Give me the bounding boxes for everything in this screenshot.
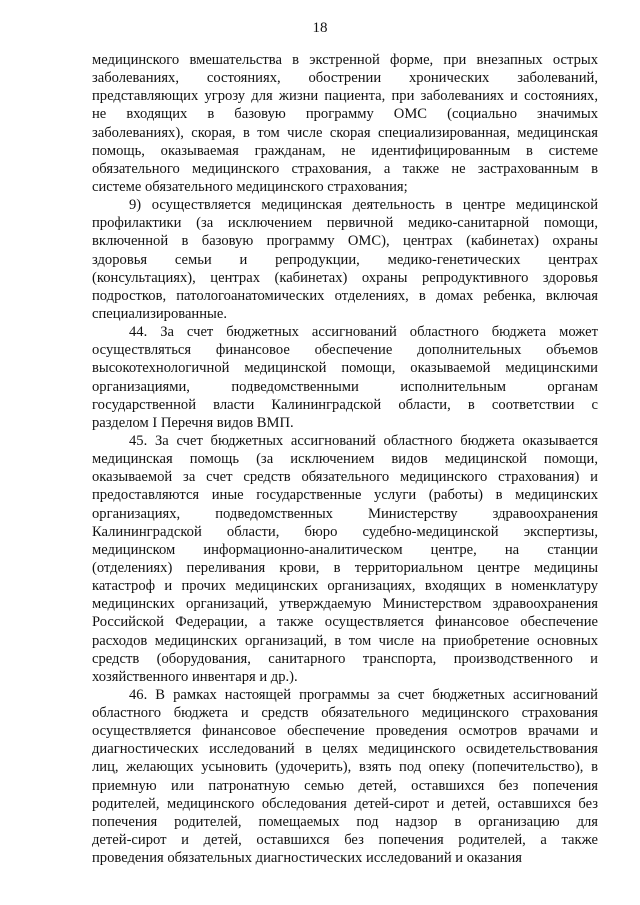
text-line: катастроф и прочих медицинских организациях, входящих в номенклатуру xyxy=(92,578,598,595)
text-line: 44. За счет бюджетных ассигнований областного бюджета может xyxy=(129,324,598,341)
text-line: подростков, патологоанатомических отделениях, в домах ребенка, включая xyxy=(92,287,598,304)
text-line: представляющих угрозу для жизни пациента, при заболеваниях и состояниях, xyxy=(92,88,598,105)
text-line: заболеваниях, состояниях, обострении хронических заболеваний, xyxy=(92,70,598,87)
text-line: 45. За счет бюджетных ассигнований областного бюджета оказывается xyxy=(129,432,598,449)
text-line: лиц, желающих усыновить (удочерить), взять под опеку (попечительство), в xyxy=(92,759,598,776)
text-line: системе обязательного медицинского страхования; xyxy=(92,178,408,195)
text-line: средств (оборудования, санитарного транспорта, производственного и xyxy=(92,650,598,667)
text-line: медицинском информационно-аналитическом центре, на станции xyxy=(92,541,598,558)
text-line: обязательного медицинского страхования, а также не застрахованным в xyxy=(92,160,598,177)
text-line: медицинского вмешательства в экстренной форме, при внезапных острых xyxy=(92,52,598,68)
text-line: 46. В рамках настоящей программы за счет бюджетных ассигнований xyxy=(129,686,598,703)
page-number: 18 xyxy=(312,20,328,36)
text-line: включенной в базовую программу ОМС), центрах (кабинетах) охраны xyxy=(92,233,598,250)
text-line: организациями, подведомственными исполнительным органам xyxy=(92,378,598,395)
text-line: организациях, подведомственных Министерству здравоохранения xyxy=(92,505,598,522)
text-line: (консультациях), центрах (кабинетах) охраны репродуктивного здоровья xyxy=(92,269,598,286)
document-body xyxy=(92,51,598,867)
text-line: приемную или патронатную семью детей, оставшихся без попечения xyxy=(92,777,598,794)
text-line: заболеваниях), скорая, в том числе скорая специализированная, медицинская xyxy=(92,124,598,141)
text-line: оказываемой за счет средств обязательного медицинского страхования) и xyxy=(92,469,598,486)
text-line: проведения обязательных диагностических исследований и оказания xyxy=(92,850,522,867)
text-line: попечения родителей, помещаемых под надзор в организацию для xyxy=(92,813,598,830)
text-line: осуществляться финансовое обеспечение дополнительных объемов xyxy=(92,342,598,359)
text-line: медицинских организаций, утверждаемую Министерством здравоохранения xyxy=(92,596,598,613)
text-line: здоровья семьи и репродукции, медико-генетических центрах xyxy=(92,251,598,268)
text-line: диагностических исследований в целях медицинского освидетельствования xyxy=(92,741,598,758)
text-line: хозяйственного инвентаря и др.). xyxy=(92,668,298,685)
paragraph xyxy=(92,323,598,432)
text-line: специализированные. xyxy=(92,305,227,322)
text-line: областного бюджета и средств обязательного медицинского страхования xyxy=(92,705,598,722)
text-line: Калининградской области, бюро судебно-медицинской экспертизы, xyxy=(92,523,598,540)
text-line: разделом I Перечня видов ВМП. xyxy=(92,414,294,431)
text-line: детей-сирот и детей, оставшихся без попечения родителей, а также xyxy=(92,832,598,849)
paragraph xyxy=(92,432,598,686)
text-line: не входящих в базовую программу ОМС (социально значимых xyxy=(92,106,598,123)
text-line: родителей, медицинского обследования детей-сирот и детей, оставшихся без xyxy=(92,795,598,812)
text-line: осуществляется финансовое обеспечение проведения осмотров врачами и xyxy=(92,723,598,740)
paragraph xyxy=(92,51,598,196)
text-line: помощь, оказываемая гражданам, не идентифицированным в системе xyxy=(92,142,598,159)
text-line: 9) осуществляется медицинская деятельность в центре медицинской xyxy=(129,197,598,214)
paragraph xyxy=(92,196,598,323)
text-line: высокотехнологичной медицинской помощи, оказываемой медицинскими xyxy=(92,360,598,377)
text-line: медицинская помощь (за исключением видов медицинской помощи, xyxy=(92,451,598,468)
paragraph xyxy=(92,686,598,867)
text-line: государственной власти Калининградской области, в соответствии с xyxy=(92,396,598,413)
text-line: профилактики (за исключением первичной медико-санитарной помощи, xyxy=(92,215,598,232)
text-line: (отделениях) переливания крови, в территориальном центре медицины xyxy=(92,559,598,576)
text-line: расходов медицинских организаций, в том числе на приобретение основных xyxy=(92,632,598,649)
text-line: Российской Федерации, а также осуществляется финансовое обеспечение xyxy=(92,614,598,631)
text-line: предоставляются иные государственные услуги (работы) в медицинских xyxy=(92,487,598,504)
